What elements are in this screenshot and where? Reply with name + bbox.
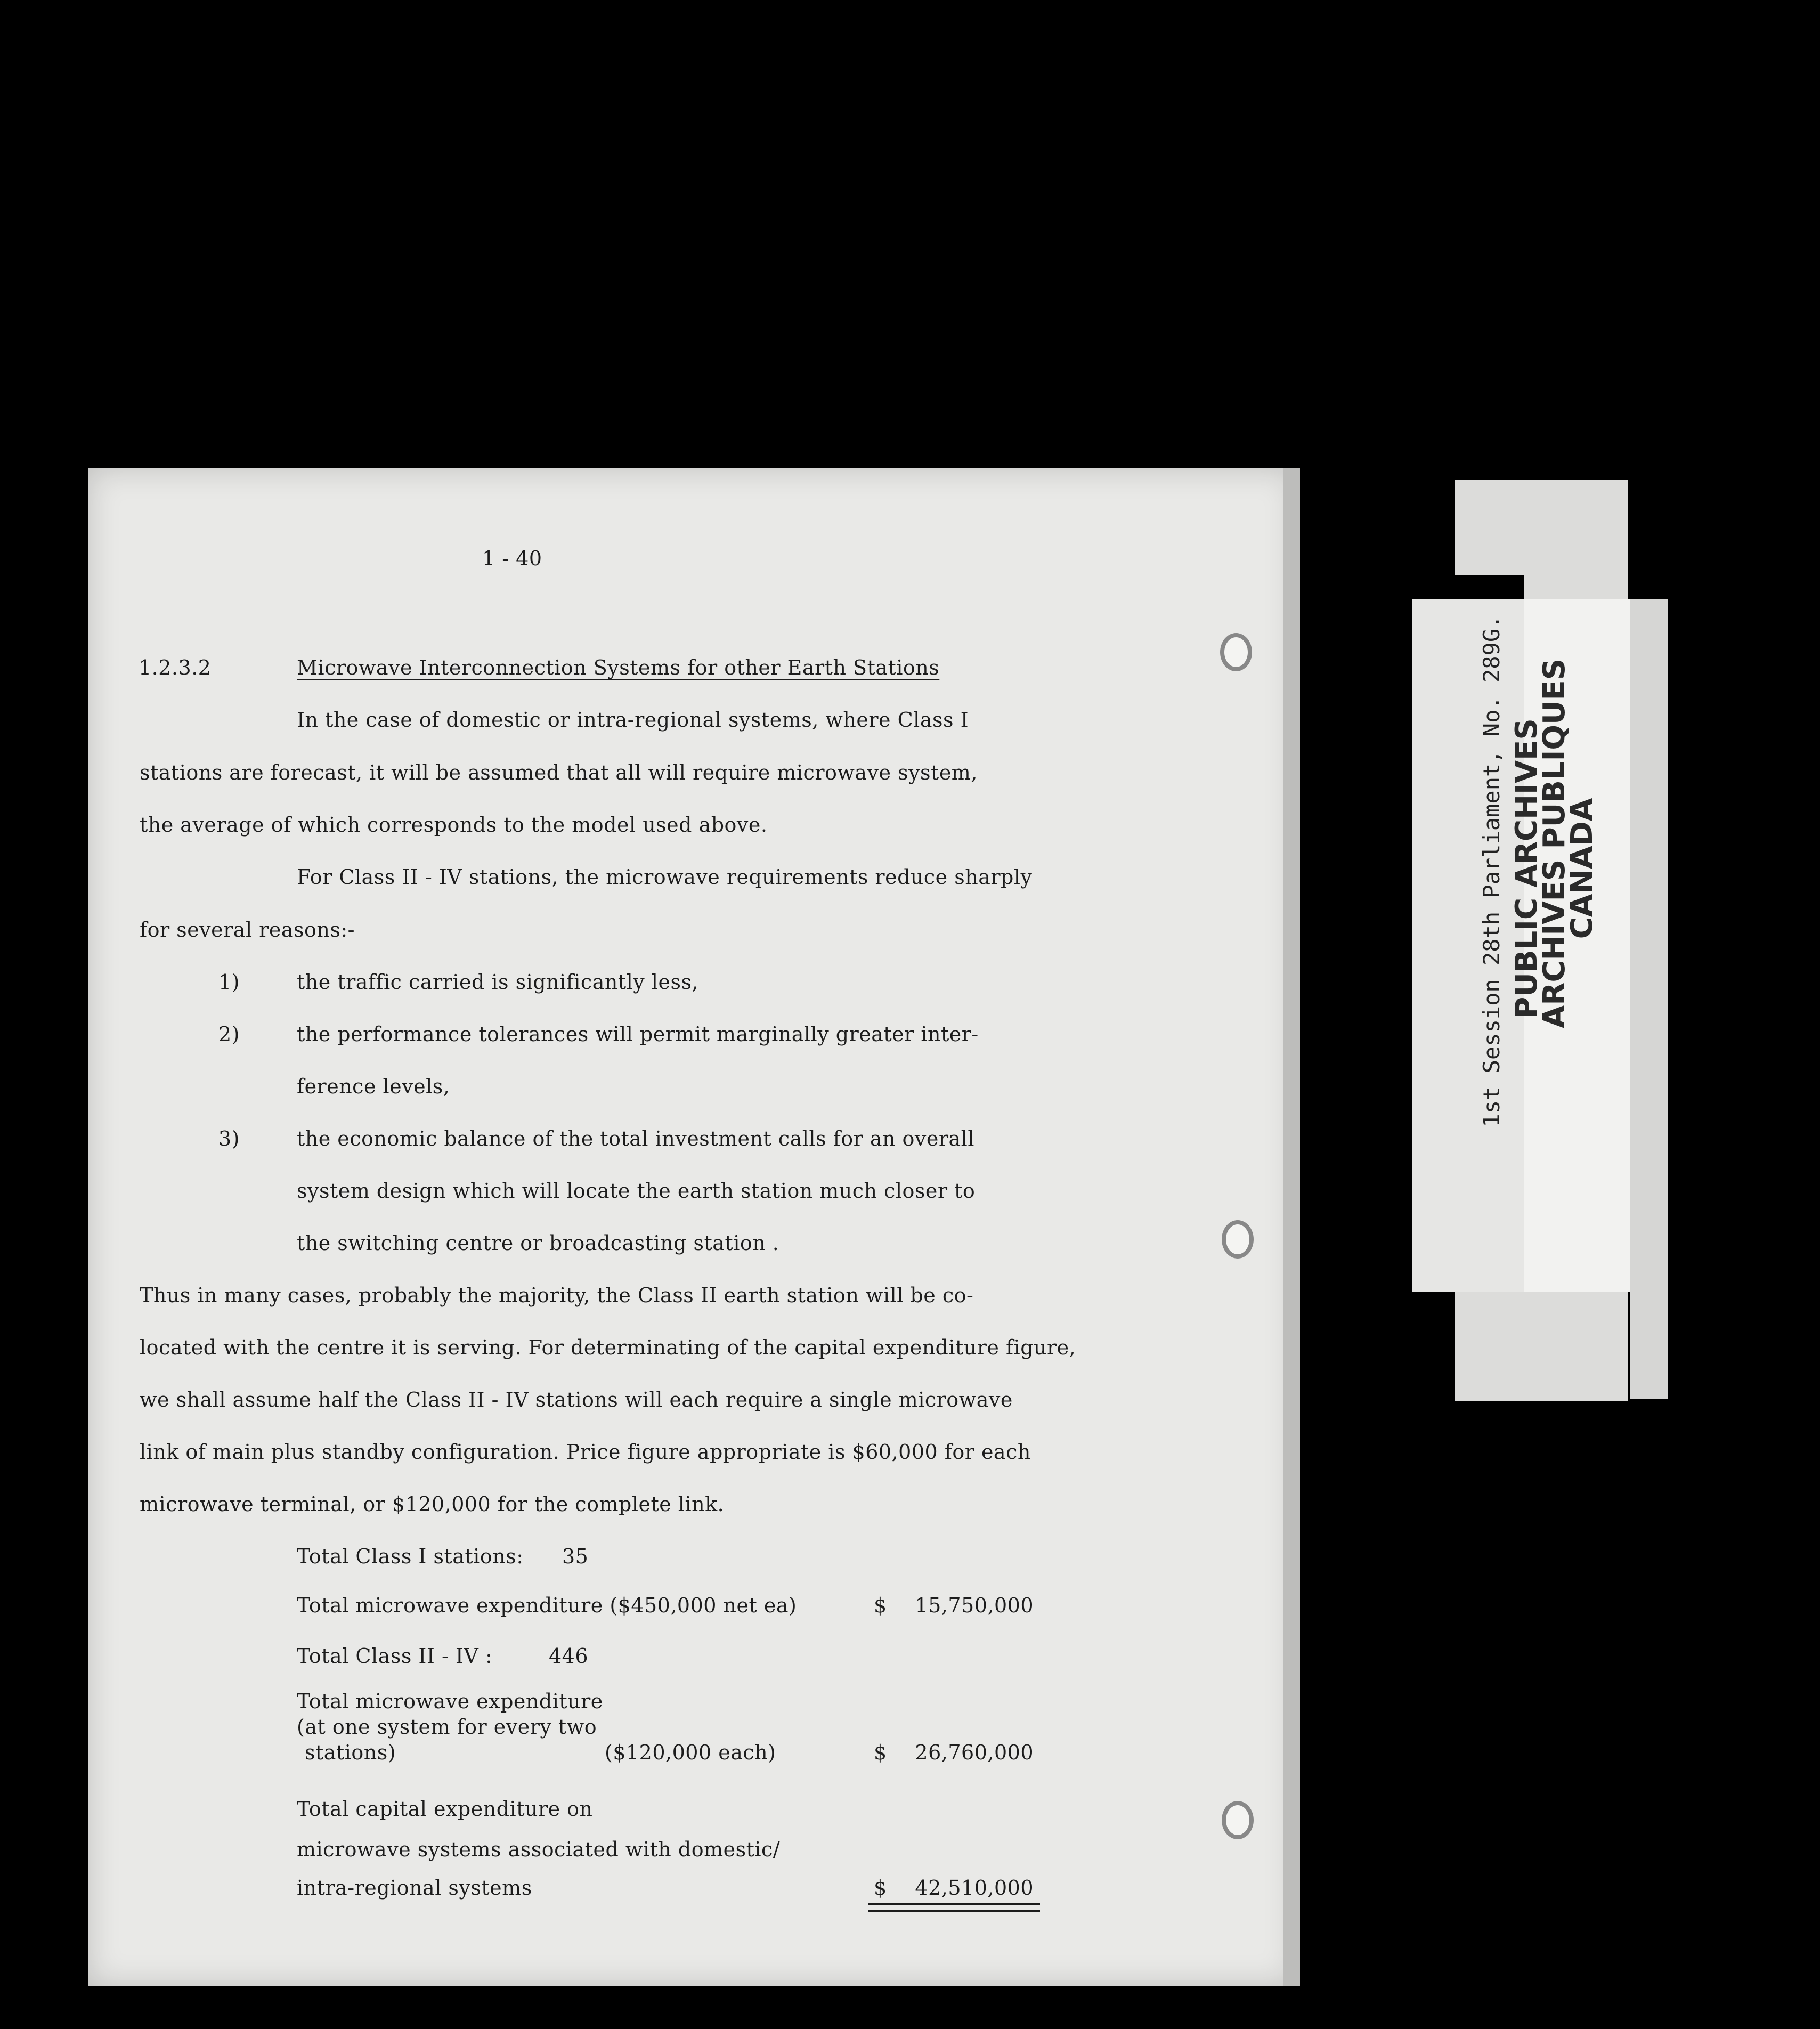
paragraph-line: In the case of domestic or intra-regional systems, where Class I [297,708,969,732]
conclusion-line: Thus in many cases, probably the majority, the Class II earth station will be co- [140,1284,974,1307]
reason-line: system design which will locate the earth station much closer to [297,1179,976,1203]
total-expenditure-label: Total capital expenditure on [297,1797,593,1821]
reason-line: ference levels, [297,1075,450,1098]
punch-hole-bottom [1222,1801,1254,1839]
reason-line: the economic balance of the total investment calls for an overall [297,1127,974,1150]
conclusion-line: we shall assume half the Class II - IV stations will each require a single microwave [140,1388,1013,1411]
session-label: 1st Session 28th Parliament, No. 289G. [1478,615,1505,1127]
total-expenditure-currency: $ [874,1876,887,1900]
total-expenditure-value: 42,510,000 [915,1876,1034,1900]
reason-line: the performance tolerances will permit marginally greater inter- [297,1022,979,1046]
reason-line: the traffic carried is significantly less, [297,970,699,994]
reason-number: 3) [218,1127,240,1150]
reason-line: the switching centre or broadcasting station . [297,1231,779,1255]
archives-stamp [1509,658,1599,1028]
archives-stamp-line: ARCHIVES PUBLIQUES [1537,658,1572,1028]
total-expenditure-label: intra-regional systems [297,1876,532,1900]
page-edge [1283,468,1300,1986]
class2-expenditure-label: stations) [305,1741,396,1764]
class2-expenditure-label: Total microwave expenditure [297,1690,603,1713]
class2-expenditure-label: (at one system for every two [297,1715,597,1739]
class1-stations-label: Total Class I stations: [297,1545,524,1568]
section-number: 1.2.3.2 [139,656,212,679]
total-underline-upper [868,1903,1040,1905]
class1-expenditure-value: 15,750,000 [915,1594,1034,1617]
section-title: Microwave Interconnection Systems for other Earth Stations [297,656,940,679]
reason-number: 2) [218,1022,240,1046]
class2-expenditure-value: 26,760,000 [915,1741,1034,1764]
class1-expenditure-label: Total microwave expenditure ($450,000 net ea) [297,1594,797,1617]
punch-hole-top [1220,633,1252,671]
reason-number: 1) [218,970,240,994]
page-number: 1 - 40 [482,547,542,570]
total-expenditure-label: microwave systems associated with domestic/ [297,1838,781,1861]
conclusion-line: link of main plus standby configuration. Price figure appropriate is $60,000 for each [140,1440,1031,1464]
archive-card-notch [1455,575,1524,599]
conclusion-line: located with the centre it is serving. For determinating of the capital expenditure figure, [140,1336,1076,1359]
paragraph-line: for several reasons:- [140,918,355,942]
class1-expenditure-currency: $ [874,1594,887,1617]
class2-stations-label: Total Class II - IV : [297,1644,493,1668]
archives-stamp-line: CANADA [1565,798,1599,939]
conclusion-line: microwave terminal, or $120,000 for the complete link. [140,1492,725,1516]
paragraph-line: For Class II - IV stations, the microwave requirements reduce sharply [297,865,1033,889]
class2-expenditure-unit: ($120,000 each) [605,1741,776,1764]
archive-card-edge [1630,599,1668,1399]
class1-stations-count: 35 [562,1545,589,1568]
class2-expenditure-currency: $ [874,1741,887,1764]
punch-hole-middle [1222,1220,1254,1259]
class2-stations-count: 446 [549,1644,589,1668]
paragraph-line: stations are forecast, it will be assumed that all will require microwave system, [140,761,978,784]
total-underline-lower [868,1910,1040,1912]
paragraph-line: the average of which corresponds to the model used above. [140,813,768,837]
archives-stamp-line: PUBLIC ARCHIVES [1509,718,1544,1019]
